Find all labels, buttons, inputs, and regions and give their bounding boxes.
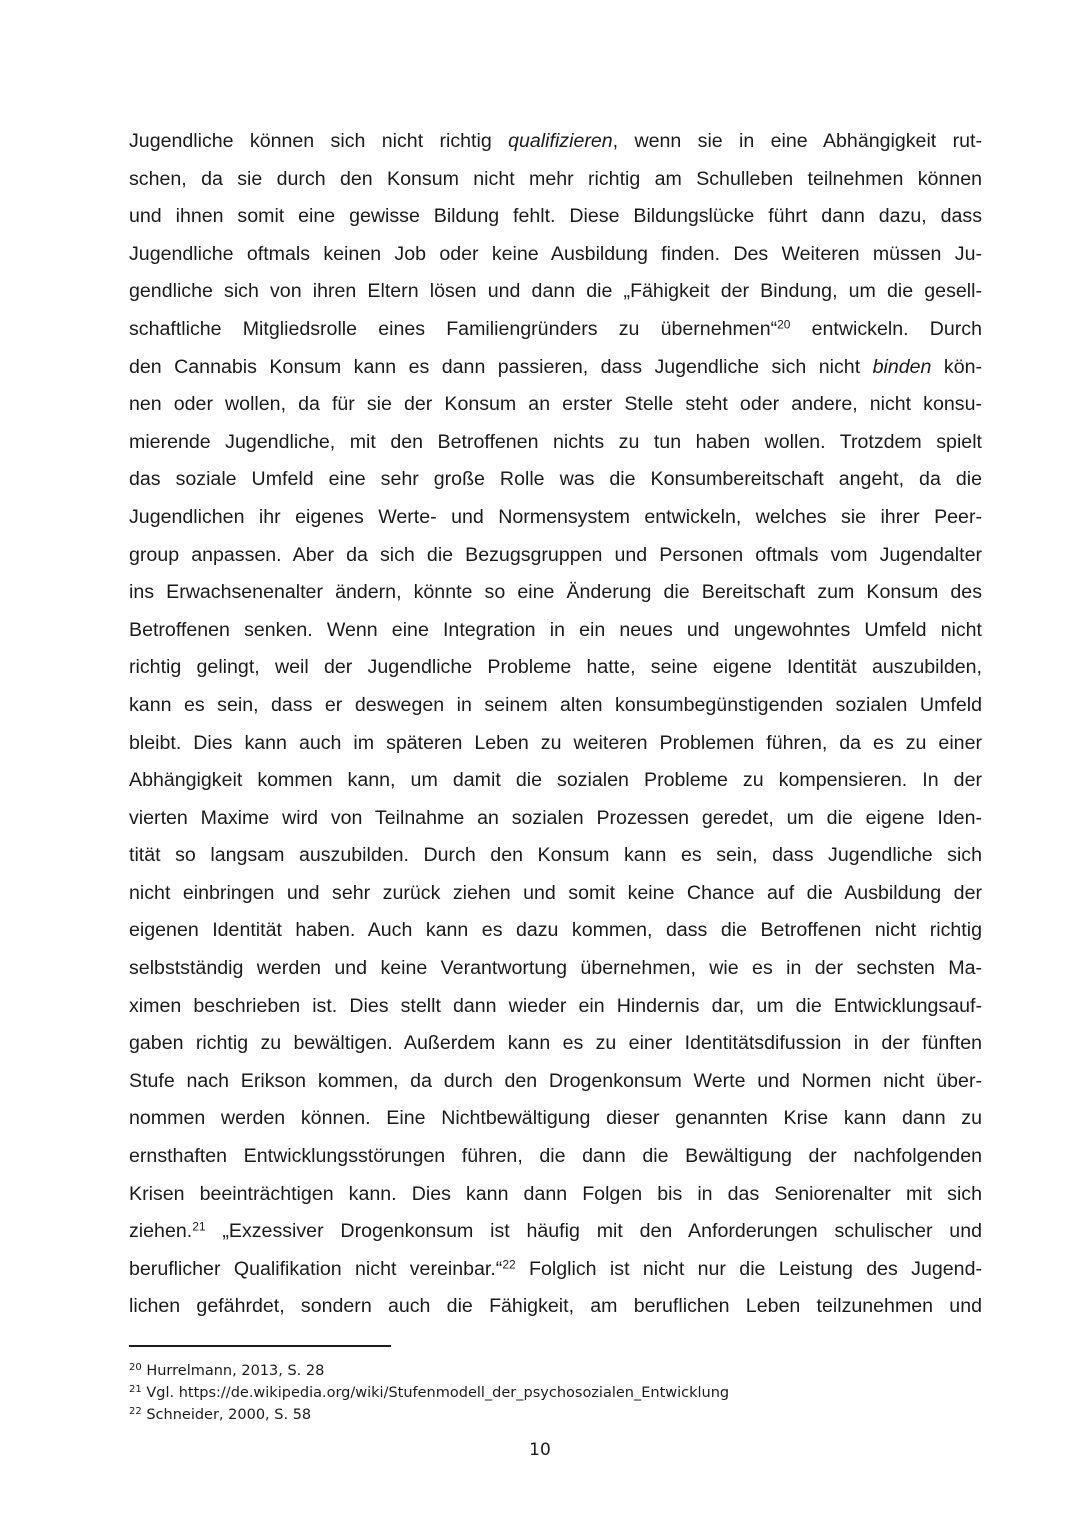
line-text: „Exzessiver Drogenkonsum ist häufig mit den Anforderungen schulischer und: [205, 1220, 982, 1243]
line-text: Krisen beeinträchtigen kann. Dies kann dann Folgen bis in das Seniorenalter mit sich: [129, 1182, 982, 1205]
line-text: das soziale Umfeld eine sehr große Rolle was die Konsumbereitschaft angeht, da die: [129, 468, 982, 491]
line-text: kann es sein, dass er deswegen in seinem alten konsumbegünstigenden sozialen Umfeld: [129, 693, 982, 716]
text-line: [129, 912, 982, 950]
body-paragraph: [129, 123, 982, 1326]
line-text: Stufe nach Erikson kommen, da durch den Drogenkonsum Werte und Normen nicht über-: [129, 1069, 982, 1092]
line-text: bleibt. Dies kann auch im späteren Leben zu weiteren Problemen führen, da es zu einer: [129, 731, 982, 754]
text-line: [129, 1213, 982, 1251]
line-text: tität so langsam auszubilden. Durch den Konsum kann es sein, dass Jugendliche sich: [129, 844, 982, 867]
text-line: [129, 198, 982, 236]
footnote: [129, 1360, 982, 1382]
line-text: Folglich ist nicht nur die Leistung des Jugend-: [515, 1257, 982, 1280]
footnote-separator: [129, 1345, 391, 1347]
line-text: schaftliche Mitgliedsrolle eines Familiengründers zu übernehmen“: [129, 317, 778, 340]
text-line: [129, 273, 982, 311]
text-line: [129, 161, 982, 199]
footnote-number: 21: [129, 1384, 142, 1395]
text-line: [129, 1251, 982, 1289]
line-text: , wenn sie in eine Abhängigkeit rut-: [612, 130, 982, 152]
text-line: [129, 424, 982, 462]
line-text: beruflicher Qualifikation nicht vereinbar.“: [129, 1257, 503, 1280]
text-line: [129, 950, 982, 988]
footnote-number: 22: [129, 1406, 142, 1417]
line-text: mierende Jugendliche, mit den Betroffenen nichts zu tun haben wollen. Trotzdem spielt: [129, 430, 982, 453]
text-line: [129, 875, 982, 913]
line-text: Jugendlichen ihr eigenes Werte- und Normensystem entwickeln, welches sie ihrer Peer-: [129, 505, 982, 528]
text-line: [129, 612, 982, 650]
footnote-text: Schneider, 2000, S. 58: [141, 1407, 312, 1423]
footnote-number: 20: [129, 1362, 142, 1373]
line-text: lichen gefährdet, sondern auch die Fähigkeit, am beruflichen Leben teilzunehmen und: [129, 1295, 982, 1318]
line-text: ximen beschrieben ist. Dies stellt dann wieder ein Hindernis dar, um die Entwicklungsauf-: [129, 994, 982, 1017]
line-text: gaben richtig zu bewältigen. Außerdem kann es zu einer Identitätsdifussion in der fünften: [129, 1032, 982, 1055]
footnote: [129, 1404, 982, 1426]
line-text: kön-: [931, 355, 982, 378]
text-line: [129, 1138, 982, 1176]
text-line: [129, 574, 982, 612]
text-line: [129, 499, 982, 537]
text-line: [129, 837, 982, 875]
text-line: [129, 1176, 982, 1214]
text-line: [129, 725, 982, 763]
footnote-reference: 22: [502, 1257, 516, 1272]
text-line: [129, 386, 982, 424]
line-text: den Cannabis Konsum kann es dann passieren, dass Jugendliche sich nicht: [129, 355, 873, 378]
line-text: gendliche sich von ihren Eltern lösen und dann die „Fähigkeit der Bindung, um die gesell-: [129, 280, 982, 303]
line-text: ziehen.: [129, 1220, 193, 1243]
line-text: nommen werden können. Eine Nichtbewältigung dieser genannten Krise kann dann zu: [129, 1107, 982, 1130]
line-text: vierten Maxime wird von Teilnahme an sozialen Prozessen geredet, um die eigene Iden-: [129, 806, 982, 829]
line-text: ernsthaften Entwicklungsstörungen führen, die dann die Bewältigung der nachfolgenden: [129, 1145, 982, 1168]
line-text: schen, da sie durch den Konsum nicht mehr richtig am Schulleben teilnehmen können: [129, 167, 982, 190]
footnote-reference: 20: [777, 317, 791, 332]
text-line: [129, 762, 982, 800]
text-line: [129, 349, 982, 387]
footnote-text: Hurrelmann, 2013, S. 28: [141, 1363, 325, 1379]
text-line: [129, 537, 982, 575]
text-line: [129, 123, 982, 161]
text-line: [129, 1288, 982, 1326]
text-line: [129, 1025, 982, 1063]
footnote: [129, 1382, 982, 1404]
line-text: nicht einbringen und sehr zurück ziehen und somit keine Chance auf die Ausbildung der: [129, 881, 982, 904]
line-text: richtig gelingt, weil der Jugendliche Probleme hatte, seine eigene Identität auszubilden,: [129, 656, 982, 679]
line-text: ins Erwachsenenalter ändern, könnte so eine Änderung die Bereitschaft zum Konsum des: [129, 581, 982, 604]
emphasized-word: qualifizieren: [508, 130, 613, 152]
line-text: group anpassen. Aber da sich die Bezugsgruppen und Personen oftmals vom Jugendalter: [129, 543, 982, 566]
line-text: eigenen Identität haben. Auch kann es dazu kommen, dass die Betroffenen nicht richtig: [129, 919, 982, 942]
text-line: [129, 461, 982, 499]
emphasized-word: binden: [872, 355, 932, 378]
line-text: Jugendliche können sich nicht richtig: [129, 130, 509, 152]
footnotes: [129, 1360, 982, 1426]
line-text: selbstständig werden und keine Verantwortung übernehmen, wie es in der sechsten Ma-: [129, 957, 982, 980]
text-line: [129, 687, 982, 725]
text-line: [129, 988, 982, 1026]
footnote-text: Vgl. https://de.wikipedia.org/wiki/Stufenmodell_der_psychosozialen_Entwicklung: [141, 1385, 730, 1401]
text-line: [129, 236, 982, 274]
text-line: [129, 1100, 982, 1138]
text-line: [129, 649, 982, 687]
text-line: [129, 311, 982, 349]
line-text: Jugendliche oftmals keinen Job oder keine Ausbildung finden. Des Weiteren müssen Ju-: [129, 242, 982, 265]
line-text: Betroffenen senken. Wenn eine Integration in ein neues und ungewohntes Umfeld nicht: [129, 618, 982, 641]
line-text: nen oder wollen, da für sie der Konsum an erster Stelle steht oder andere, nicht konsu-: [129, 393, 982, 416]
footnote-reference: 21: [192, 1219, 206, 1234]
text-line: [129, 800, 982, 838]
page-number: 10: [529, 1440, 551, 1460]
line-text: Abhängigkeit kommen kann, um damit die sozialen Probleme zu kompensieren. In der: [129, 769, 982, 792]
text-line: [129, 1063, 982, 1101]
line-text: entwickeln. Durch: [790, 317, 982, 340]
line-text: und ihnen somit eine gewisse Bildung fehlt. Diese Bildungslücke führt dann dazu, dass: [129, 205, 982, 228]
